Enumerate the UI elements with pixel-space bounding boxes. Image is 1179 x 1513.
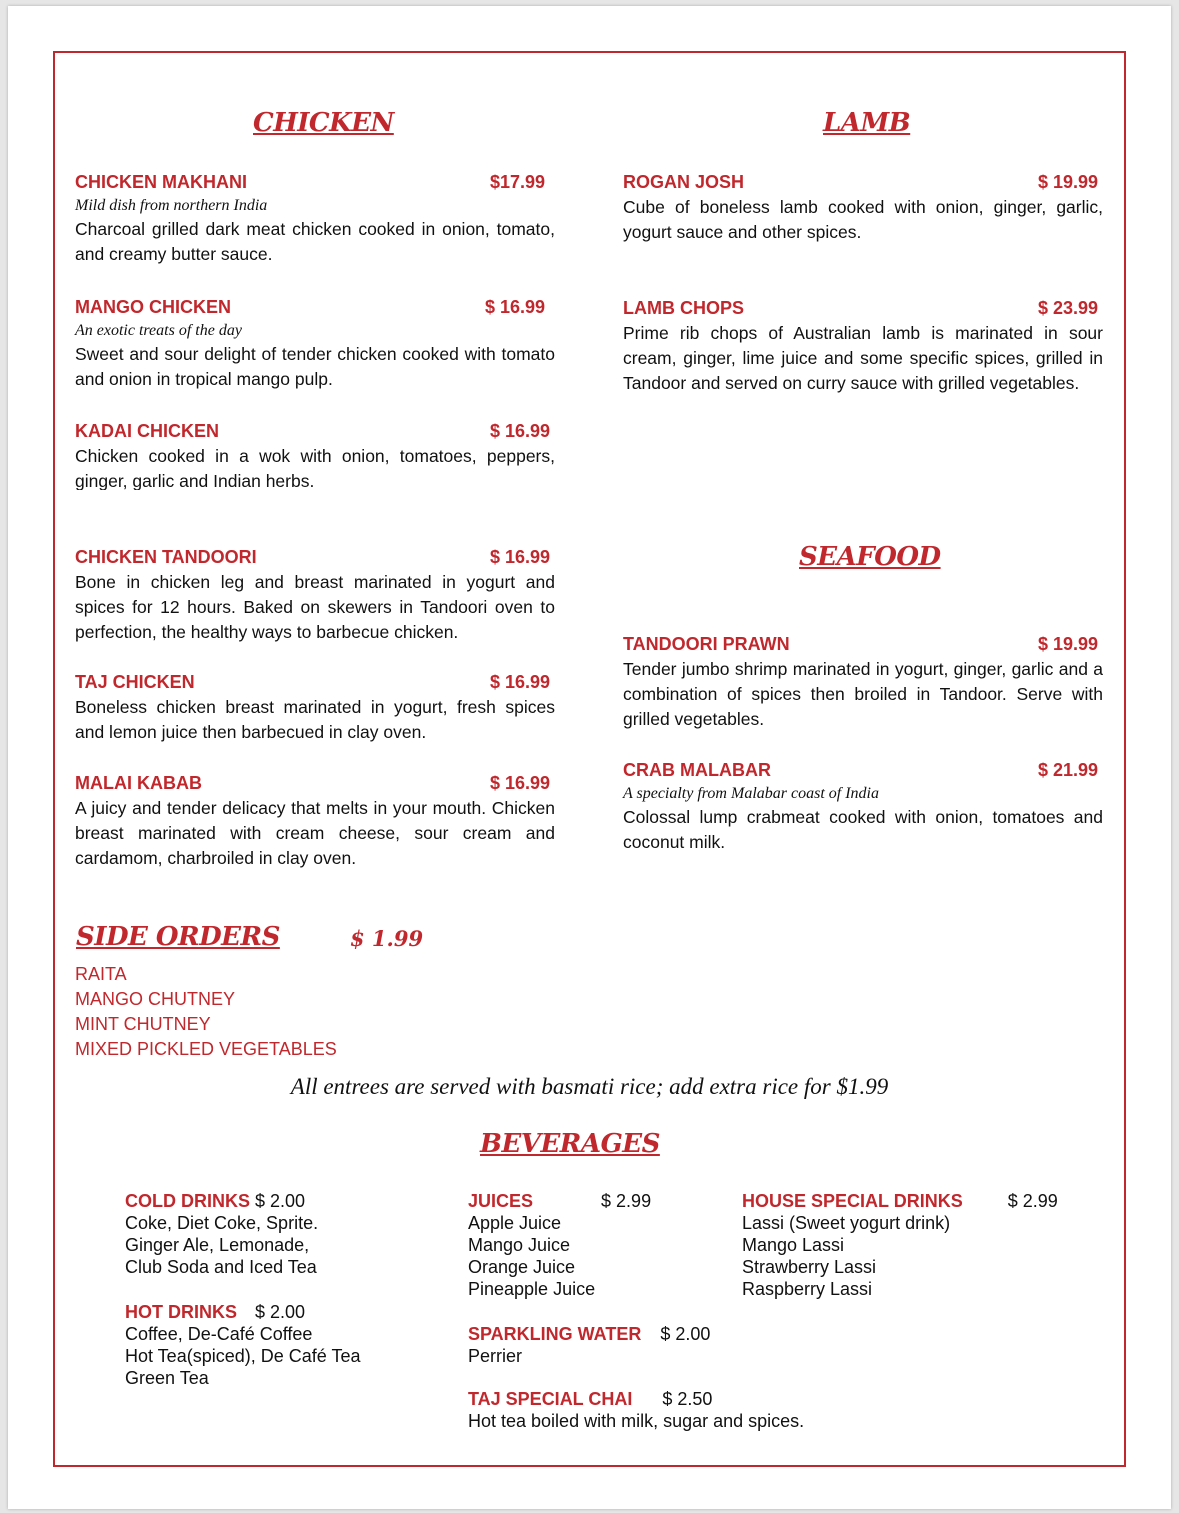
item-name: CHICKEN TANDOORI — [75, 547, 257, 567]
side-orders-price: $ 1.99 — [350, 926, 424, 951]
bev-line: Ginger Ale, Lemonade, — [125, 1235, 310, 1255]
sparkling-water-group — [468, 1323, 710, 1367]
bev-line: Hot tea boiled with milk, sugar and spices. — [468, 1411, 805, 1431]
bev-name: COLD DRINKS — [125, 1191, 250, 1211]
item-name: CRAB MALABAR — [623, 760, 771, 780]
item-subtitle: A specialty from Malabar coast of India — [623, 785, 879, 802]
list-item: MIXED PICKLED VEGETABLES — [75, 1039, 337, 1059]
item-description: A juicy and tender delicacy that melts in your mouth. Chicken breast marinated with cream cheese, sour cream and cardamom, charbroiled in clay oven. — [75, 798, 555, 868]
bev-name: HOUSE SPECIAL DRINKS — [742, 1191, 963, 1211]
menu-item — [623, 170, 1103, 245]
cold-drinks-group — [125, 1190, 318, 1278]
bev-price: $ 2.99 — [601, 1191, 652, 1211]
bev-line: Coffee, De-Café Coffee — [125, 1324, 313, 1344]
item-price: $17.99 — [489, 172, 545, 192]
bev-line: Coke, Diet Coke, Sprite. — [125, 1213, 319, 1233]
house-special-group — [742, 1190, 1058, 1300]
bev-line: Mango Juice — [468, 1235, 571, 1255]
menu-item — [75, 295, 555, 392]
bev-name: TAJ SPECIAL CHAI — [468, 1389, 633, 1409]
item-description: Bone in chicken leg and breast marinated in yogurt and spices for 12 hours. Baked on skewers in Tandoori oven to perfection, the healthy ways to barbecue chicken. — [75, 572, 555, 642]
bev-line: Perrier — [468, 1346, 523, 1366]
bev-name: SPARKLING WATER — [468, 1324, 642, 1344]
list-item: MINT CHUTNEY — [75, 1014, 211, 1034]
list-item: MANGO CHUTNEY — [75, 989, 236, 1009]
bev-line: Hot Tea(spiced), De Café Tea — [125, 1346, 361, 1366]
item-description: Boneless chicken breast marinated in yogurt, fresh spices and lemon juice then barbecued in clay oven. — [75, 697, 555, 742]
item-name: CHICKEN MAKHANI — [75, 172, 247, 192]
bev-price: $ 2.00 — [255, 1191, 306, 1211]
item-description: Colossal lump crabmeat cooked with onion, tomatoes and coconut milk. — [623, 807, 1103, 852]
item-name: MANGO CHICKEN — [75, 297, 231, 317]
item-subtitle: An exotic treats of the day — [75, 322, 242, 339]
bev-line: Mango Lassi — [742, 1235, 845, 1255]
item-name: TANDOORI PRAWN — [623, 634, 790, 654]
menu-item — [75, 670, 555, 745]
item-description: Charcoal grilled dark meat chicken cooked in onion, tomato, and creamy butter sauce. — [75, 219, 555, 264]
item-description: Prime rib chops of Australian lamb is marinated in sour cream, ginger, lime juice and some specific spices, grilled in Tandoor and served on curry sauce with grilled vegetables. — [623, 323, 1103, 393]
menu-item — [623, 296, 1103, 396]
bev-price: $ 2.00 — [660, 1324, 711, 1344]
bev-price: $ 2.00 — [255, 1302, 306, 1322]
item-price: $ 16.99 — [489, 672, 550, 692]
bev-line: Orange Juice — [468, 1257, 576, 1277]
bev-line: Apple Juice — [468, 1213, 562, 1233]
side-orders-heading: SIDE ORDERS — [76, 922, 280, 952]
item-name: KADAI CHICKEN — [75, 421, 219, 441]
taj-chai-group — [468, 1388, 804, 1432]
item-name: LAMB CHOPS — [623, 298, 744, 318]
bev-name: HOT DRINKS — [125, 1302, 237, 1322]
bev-line: Lassi (Sweet yogurt drink) — [742, 1213, 951, 1233]
menu-item — [623, 632, 1103, 732]
item-price: $ 23.99 — [1037, 298, 1098, 318]
item-price: $ 16.99 — [484, 297, 545, 317]
bev-price: $ 2.99 — [1007, 1191, 1058, 1211]
item-name: ROGAN JOSH — [623, 172, 745, 192]
item-price: $ 16.99 — [489, 421, 550, 441]
seafood-heading: SEAFOOD — [799, 542, 941, 572]
bev-line: Club Soda and Iced Tea — [125, 1257, 317, 1277]
side-orders-list — [75, 962, 337, 1062]
item-price: $ 21.99 — [1037, 760, 1098, 780]
lamb-heading: LAMB — [823, 108, 911, 138]
item-name: MALAI KABAB — [75, 773, 202, 793]
bev-name: JUICES — [468, 1191, 534, 1211]
menu-item — [75, 170, 555, 267]
hot-drinks-group — [125, 1301, 360, 1389]
list-item: RAITA — [75, 964, 127, 984]
juices-group — [468, 1190, 651, 1300]
bev-line: Strawberry Lassi — [742, 1257, 877, 1277]
item-description: Cube of boneless lamb cooked with onion, ginger, garlic, yogurt sauce and other spices. — [623, 197, 1103, 242]
item-description: Chicken cooked in a wok with onion, tomatoes, peppers, ginger, garlic and Indian herbs. — [75, 446, 555, 490]
item-description: Sweet and sour delight of tender chicken cooked with tomato and onion in tropical mango pulp. — [75, 344, 555, 389]
item-price: $ 16.99 — [489, 547, 550, 567]
menu-item — [75, 545, 555, 645]
bev-line: Pineapple Juice — [468, 1279, 596, 1299]
menu-item — [75, 771, 555, 871]
bev-line: Green Tea — [125, 1368, 209, 1388]
rice-note: All entrees are served with basmati rice; add extra rice for $1.99 — [290, 1074, 889, 1099]
bev-line: Raspberry Lassi — [742, 1279, 873, 1299]
bev-price: $ 2.50 — [662, 1389, 713, 1409]
menu-item — [623, 758, 1103, 855]
chicken-heading: CHICKEN — [253, 108, 394, 138]
item-description: Tender jumbo shrimp marinated in yogurt, ginger, garlic and a combination of spices then broiled in Tandoor. Serve with grilled vegetables. — [623, 659, 1103, 729]
item-price: $ 19.99 — [1037, 634, 1098, 654]
item-name: TAJ CHICKEN — [75, 672, 195, 692]
item-price: $ 16.99 — [489, 773, 550, 793]
beverages-heading: BEVERAGES — [480, 1129, 660, 1159]
item-subtitle: Mild dish from northern India — [75, 197, 268, 214]
menu-item — [75, 419, 555, 490]
item-price: $ 19.99 — [1037, 172, 1098, 192]
